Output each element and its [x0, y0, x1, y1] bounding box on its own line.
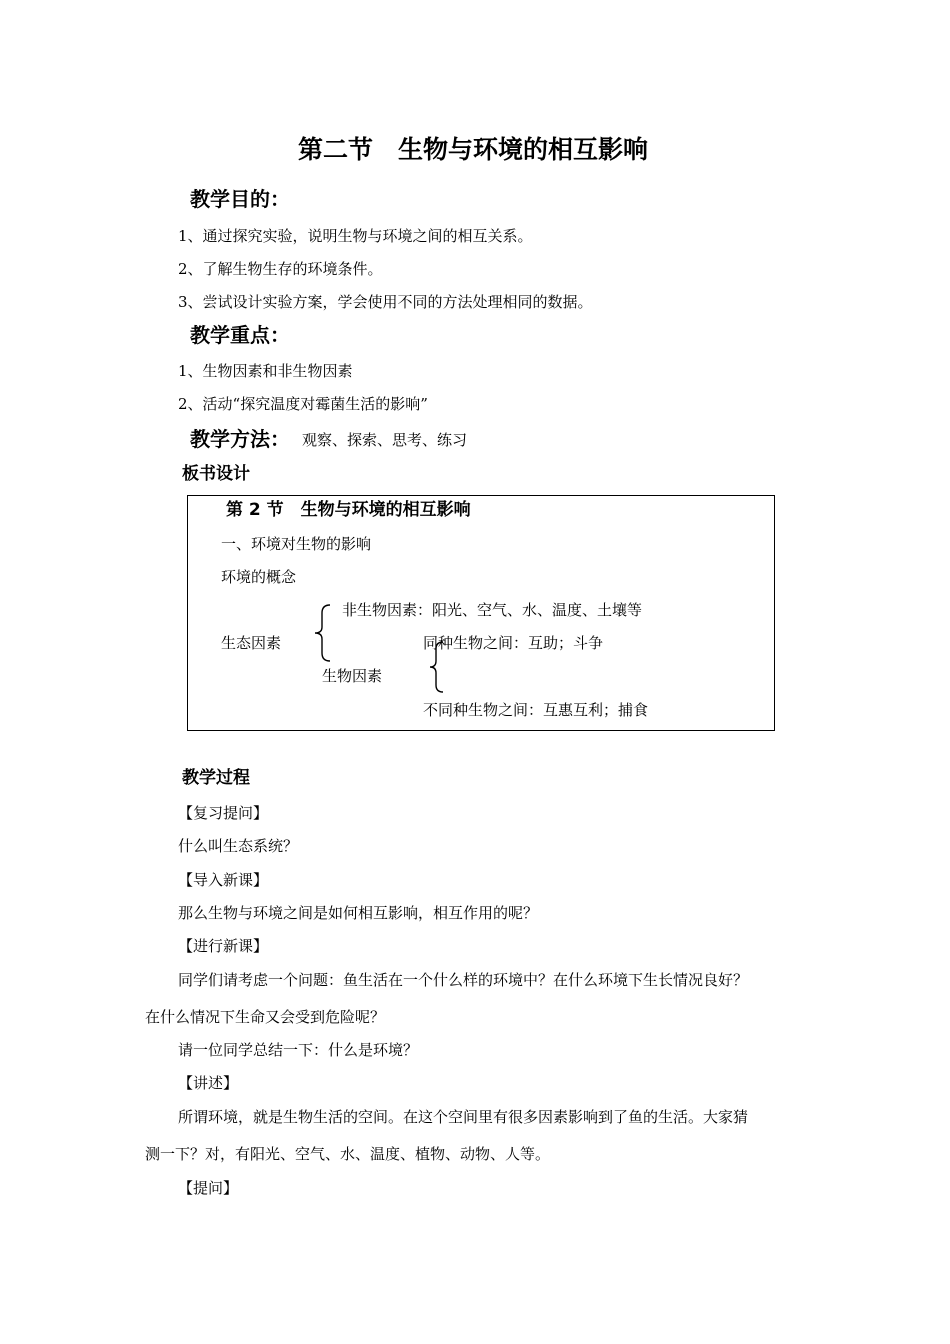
- objective-item: 3、尝试设计实验方案，学会使用不同的方法处理相同的数据。: [178, 293, 593, 311]
- board-diff-species: 不同种生物之间：互惠互利；捕食: [423, 701, 649, 719]
- paragraph: 同学们请考虑一个问题：鱼生活在一个什么样的环境中？在什么环境下生长情况良好？: [178, 971, 749, 989]
- method-heading: 教学方法：: [190, 427, 290, 451]
- board-heading: 板书设计: [182, 464, 250, 484]
- board-line: 环境的概念: [221, 568, 297, 586]
- key-points-heading: 教学重点：: [190, 323, 290, 347]
- paragraph: 请一位同学总结一下：什么是环境？: [178, 1041, 419, 1059]
- board-title: 第 2 节 生物与环境的相互影响: [226, 500, 471, 520]
- board-biotic: 生物因素: [322, 667, 383, 685]
- objectives-heading: 教学目的：: [190, 187, 290, 211]
- paragraph: 那么生物与环境之间是如何相互影响，相互作用的呢？: [178, 904, 539, 922]
- section-tag: 【提问】: [178, 1179, 239, 1197]
- section-tag: 【导入新课】: [178, 871, 269, 889]
- paragraph: 什么叫生态系统？: [178, 837, 299, 855]
- board-abiotic: 非生物因素：阳光、空气、水、温度、土壤等: [342, 601, 643, 619]
- paragraph: 在什么情况下生命又会受到危险呢？: [145, 1008, 386, 1026]
- board-eco-factors: 生态因素: [221, 634, 282, 652]
- section-tag: 【进行新课】: [178, 937, 269, 955]
- page-title: 第二节 生物与环境的相互影响: [298, 135, 649, 164]
- process-heading: 教学过程: [182, 768, 250, 788]
- objective-item: 1、通过探究实验，说明生物与环境之间的相互关系。: [178, 227, 533, 245]
- key-point-item: 2、活动“探究温度对霉菌生活的影响”: [178, 395, 428, 413]
- objective-item: 2、了解生物生存的环境条件。: [178, 260, 383, 278]
- section-tag: 【讲述】: [178, 1074, 239, 1092]
- method-text: 观察、探索、思考、练习: [302, 431, 468, 449]
- key-point-item: 1、生物因素和非生物因素: [178, 362, 353, 380]
- section-tag: 【复习提问】: [178, 804, 269, 822]
- brace-left-eco: [312, 603, 334, 663]
- board-same-species: 同种生物之间：互助；斗争: [423, 634, 604, 652]
- paragraph: 所谓环境，就是生物生活的空间。在这个空间里有很多因素影响到了鱼的生活。大家猜: [178, 1108, 749, 1126]
- paragraph: 测一下？对，有阳光、空气、水、温度、植物、动物、人等。: [145, 1145, 551, 1163]
- brace-left-biotic: [428, 640, 446, 694]
- board-line: 一、环境对生物的影响: [221, 535, 372, 553]
